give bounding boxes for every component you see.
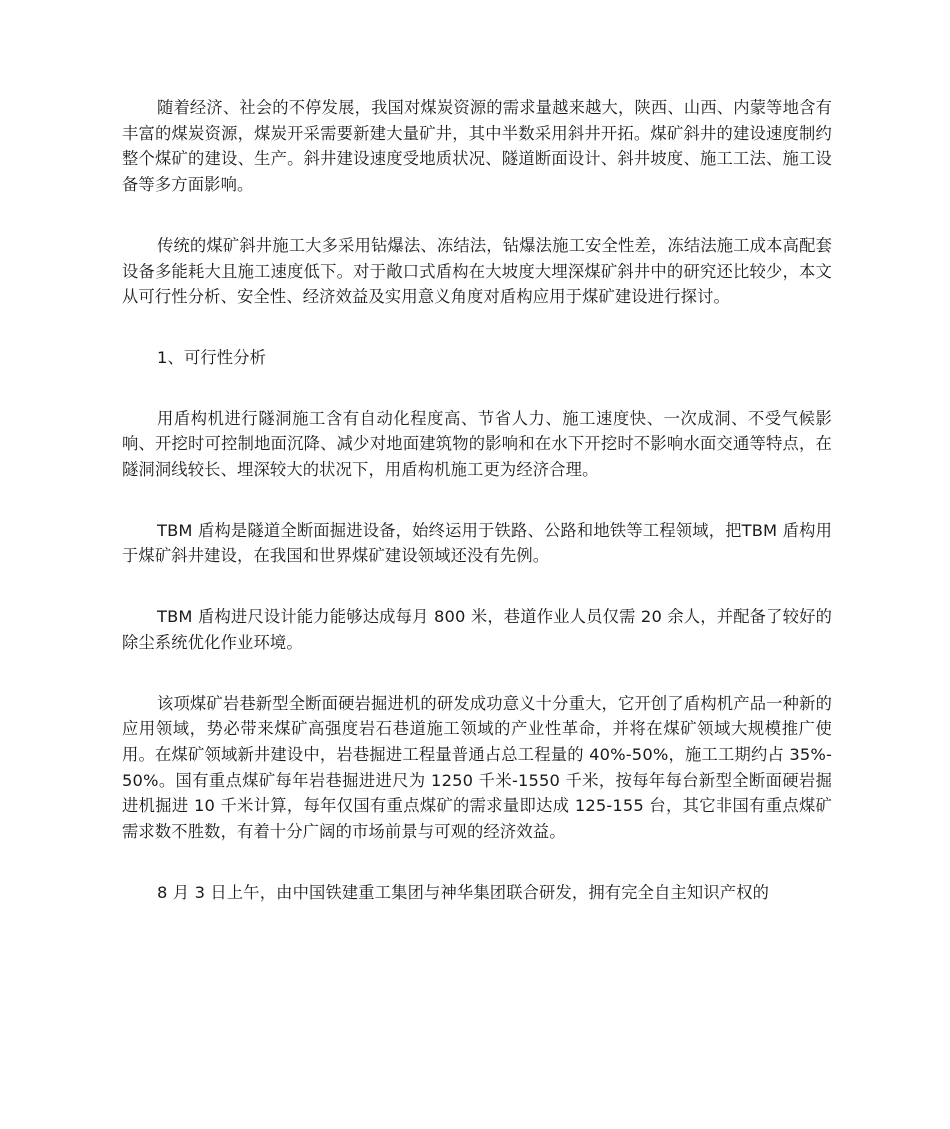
document-body (122, 95, 832, 905)
paragraph-market-significance: 该项煤矿岩巷新型全断面硬岩掘进机的研发成功意义十分重大，它开创了盾构机产品一种新的应用领域，势必带来煤矿高强度岩石巷道施工领域的产业性革命，并将在煤矿领域大规模推广使用。在煤矿领域新井建设中，岩巷掘进工程量普通占总工程量的 40%-50%，施工工期约占 35%-50%。国有重点煤矿每年岩巷掘进进尺为 1250 千米-1550 千米，按每年每台新型全断面硬岩掘进机掘进 10 千米计算，每年仅国有重点煤矿的需求量即达成 125-155 台，其它非国有重点煤矿需求数不胜数，有着十分广阔的市场前景与可观的经济效益。 (122, 693, 832, 842)
paragraph-tbm-usage: TBM 盾构是隧道全断面掘进设备，始终运用于铁路、公路和地铁等工程领域，把TBM 盾构用于煤矿斜井建设，在我国和世界煤矿建设领域还没有先例。 (122, 520, 832, 566)
section-heading-feasibility: 1、可行性分析 (157, 347, 267, 367)
paragraph-august-news: 8 月 3 日上午，由中国铁建重工集团与神华集团联合研发，拥有完全自主知识产权的 (157, 882, 770, 902)
paragraph-intro: 随着经济、社会的不停发展，我国对煤炭资源的需求量越来越大，陕西、山西、内蒙等地含有丰富的煤炭资源，煤炭开采需要新建大量矿井，其中半数采用斜井开拓。煤矿斜井的建设速度制约整个煤矿的建设、生产。斜井建设速度受地质状况、隧道断面设计、斜井坡度、施工工法、施工设备等多方面影响。 (122, 98, 832, 195)
paragraph-shield-advantages: 用盾构机进行隧洞施工含有自动化程度高、节省人力、施工速度快、一次成洞、不受气候影响、开挖时可控制地面沉降、减少对地面建筑物的影响和在水下开挖时不影响水面交通等特点，在隧洞洞线较长、埋深较大的状况下，用盾构机施工更为经济合理。 (122, 408, 832, 480)
paragraph-tbm-capacity: TBM 盾构进尺设计能力能够达成每月 800 米，巷道作业人员仅需 20 余人，并配备了较好的除尘系统优化作业环境。 (122, 607, 832, 652)
paragraph-traditional-methods: 传统的煤矿斜井施工大多采用钻爆法、冻结法，钻爆法施工安全性差，冻结法施工成本高配套设备多能耗大且施工速度低下。对于敞口式盾构在大坡度大埋深煤矿斜井中的研究还比较少，本文从可行性分析、安全性、经济效益及实用意义角度对盾构应用于煤矿建设进行探讨。 (122, 235, 832, 307)
